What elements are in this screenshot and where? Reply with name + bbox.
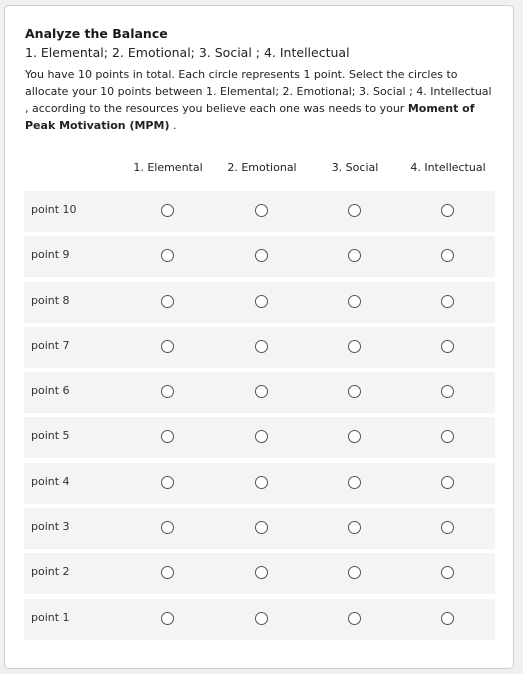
radio-button[interactable]: [348, 566, 361, 579]
radio-button[interactable]: [441, 566, 454, 579]
radio-button[interactable]: [161, 566, 174, 579]
radio-button[interactable]: [441, 204, 454, 217]
matrix-row: [24, 599, 495, 640]
radio-button[interactable]: [348, 340, 361, 353]
radio-button[interactable]: [348, 612, 361, 625]
radio-button[interactable]: [161, 612, 174, 625]
radio-button[interactable]: [255, 295, 268, 308]
row-label: point 5: [31, 429, 70, 443]
radio-button[interactable]: [255, 612, 268, 625]
radio-button[interactable]: [255, 430, 268, 443]
column-header-3: 3. Social: [331, 161, 379, 174]
radio-button[interactable]: [348, 430, 361, 443]
question-description: [25, 66, 495, 134]
description-text: You have 10 points in total. Each circle represents 1 point. Select the circles to allocate your 10 points between 1. Elemental; 2. Emotional; 3. Social ; 4. Intellectual , according to the resources you believe each one was needs to your: [25, 68, 492, 115]
radio-button[interactable]: [441, 430, 454, 443]
radio-button[interactable]: [441, 612, 454, 625]
description-bold: Moment of Peak Motivation (MPM): [25, 102, 475, 132]
radio-button[interactable]: [255, 566, 268, 579]
radio-button[interactable]: [161, 249, 174, 262]
radio-button[interactable]: [255, 204, 268, 217]
radio-button[interactable]: [348, 204, 361, 217]
radio-button[interactable]: [441, 295, 454, 308]
matrix-row: [24, 508, 495, 549]
radio-button[interactable]: [161, 521, 174, 534]
radio-button[interactable]: [441, 340, 454, 353]
matrix-row: [24, 191, 495, 232]
row-label: point 7: [31, 338, 70, 352]
question-subtitle: 1. Elemental; 2. Emotional; 3. Social ; 4. Intellectual: [25, 45, 350, 60]
radio-button[interactable]: [161, 385, 174, 398]
radio-button[interactable]: [161, 295, 174, 308]
column-header-2: 2. Emotional: [227, 161, 297, 174]
radio-button[interactable]: [255, 385, 268, 398]
description-end: .: [169, 119, 177, 132]
radio-button[interactable]: [441, 476, 454, 489]
radio-button[interactable]: [441, 385, 454, 398]
matrix-row: [24, 463, 495, 504]
radio-button[interactable]: [161, 476, 174, 489]
radio-button[interactable]: [255, 249, 268, 262]
matrix-row: [24, 327, 495, 368]
radio-button[interactable]: [441, 249, 454, 262]
column-headers: [5, 161, 515, 177]
row-label: point 4: [31, 474, 70, 488]
column-header-1: 1. Elemental: [133, 161, 203, 174]
radio-button[interactable]: [348, 521, 361, 534]
row-label: point 3: [31, 520, 70, 534]
radio-button[interactable]: [348, 385, 361, 398]
matrix-row: [24, 236, 495, 277]
matrix-rows: [24, 191, 495, 644]
matrix-row: [24, 417, 495, 458]
radio-button[interactable]: [255, 521, 268, 534]
radio-button[interactable]: [255, 340, 268, 353]
question-card: [4, 5, 514, 669]
radio-button[interactable]: [441, 521, 454, 534]
radio-button[interactable]: [161, 430, 174, 443]
radio-button[interactable]: [161, 204, 174, 217]
row-label: point 9: [31, 248, 70, 262]
radio-button[interactable]: [348, 295, 361, 308]
question-title: Analyze the Balance: [25, 26, 168, 41]
radio-button[interactable]: [161, 340, 174, 353]
matrix-row: [24, 282, 495, 323]
matrix-row: [24, 553, 495, 594]
radio-button[interactable]: [348, 476, 361, 489]
column-header-4: 4. Intellectual: [410, 161, 486, 174]
row-label: point 10: [31, 203, 77, 216]
row-label: point 6: [31, 384, 70, 398]
row-label: point 1: [31, 610, 70, 624]
row-label: point 8: [31, 293, 70, 307]
radio-button[interactable]: [348, 249, 361, 262]
row-label: point 2: [31, 565, 70, 579]
radio-button[interactable]: [255, 476, 268, 489]
matrix-row: [24, 372, 495, 413]
